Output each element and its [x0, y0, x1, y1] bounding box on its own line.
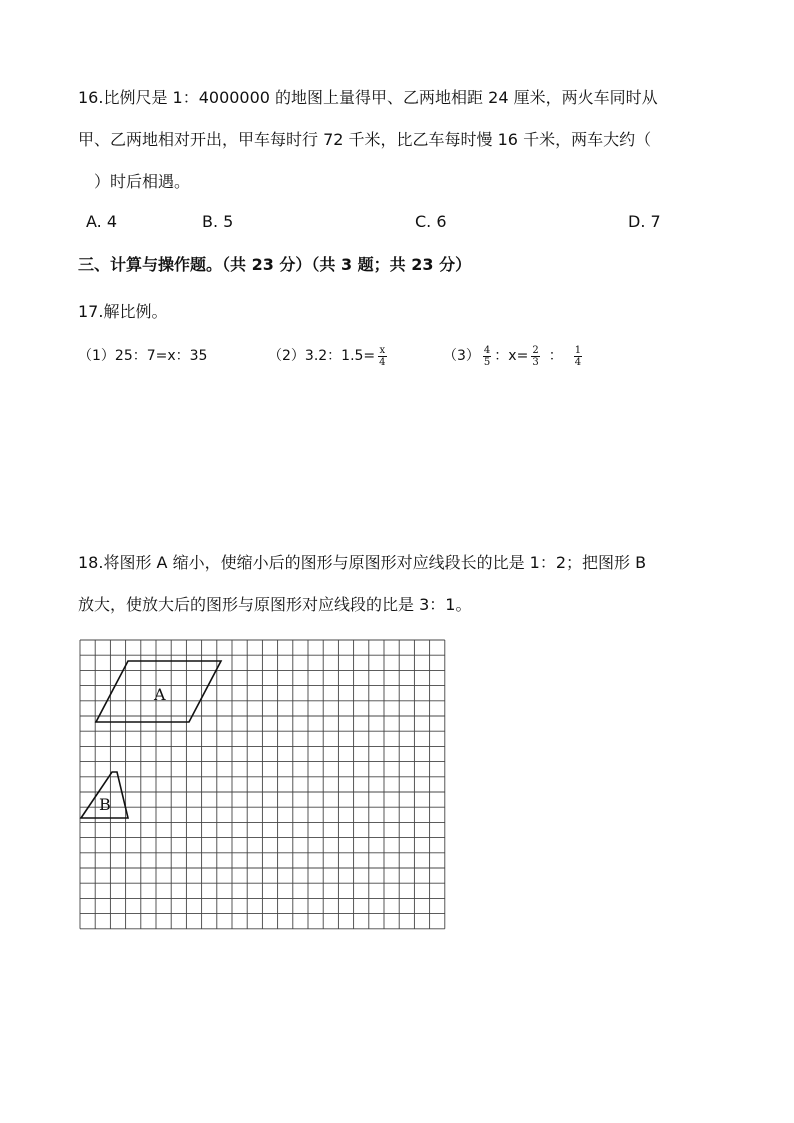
q16-option-c[interactable]: C. 6: [415, 212, 447, 231]
q16-option-d[interactable]: D. 7: [628, 212, 661, 231]
fraction-denominator: 3: [532, 356, 539, 368]
q16-line-2: 甲、乙两地相对开出，甲车每时行 72 千米，比乙车每时慢 16 千米，两车大约（: [78, 130, 652, 149]
section-3-heading: 三、计算与操作题。（共 23 分）（共 3 题；共 23 分）: [78, 255, 472, 274]
figure-b-label: B: [99, 795, 111, 814]
fraction-denominator: 4: [379, 356, 386, 368]
q18-line-1: 18.将图形 A 缩小，使缩小后的图形与原图形对应线段长的比是 1：2；把图形 B: [78, 553, 647, 572]
fraction-denominator: 4: [574, 356, 582, 368]
q17-part-3: [443, 338, 585, 374]
fraction-numerator: 2: [532, 344, 539, 356]
fraction-denominator: 5: [483, 356, 491, 368]
q17-part-3-middle: ：x=: [494, 348, 529, 364]
q17-part-3-separator: ：: [548, 348, 563, 364]
q17-part-3-prefix: （3）: [443, 348, 480, 364]
q16-line-1: 16.比例尺是 1：4000000 的地图上量得甲、乙两地相距 24 厘米，两火车同时从: [78, 88, 658, 107]
q18-grid-figure[interactable]: [76, 636, 448, 930]
q17-part-3-fraction-3: [574, 345, 582, 368]
q16-line-3: ）时后相遇。: [94, 172, 191, 191]
q17-part-1: （1）25：7=x：35: [78, 348, 208, 364]
fraction-numerator: 4: [483, 344, 491, 356]
q17-part-3-fraction-2: [531, 345, 539, 368]
fraction-numerator: 1: [574, 344, 582, 356]
q17-part-3-fraction-1: [483, 345, 491, 368]
q16-option-b[interactable]: B. 5: [202, 212, 234, 231]
fraction-numerator: x: [379, 344, 386, 356]
q17-part-2: [268, 338, 390, 374]
q18-line-2: 放大，使放大后的图形与原图形对应线段的比是 3：1。: [78, 595, 472, 614]
q17-part-2-prefix: （2）3.2：1.5=: [268, 348, 376, 364]
figure-a-label: A: [154, 685, 166, 704]
q17-part-2-fraction: [378, 345, 386, 368]
q16-option-a[interactable]: A. 4: [86, 212, 118, 231]
q17-problems: [78, 338, 207, 374]
grid-lines: [80, 640, 445, 929]
q17-title: 17.解比例。: [78, 302, 168, 321]
